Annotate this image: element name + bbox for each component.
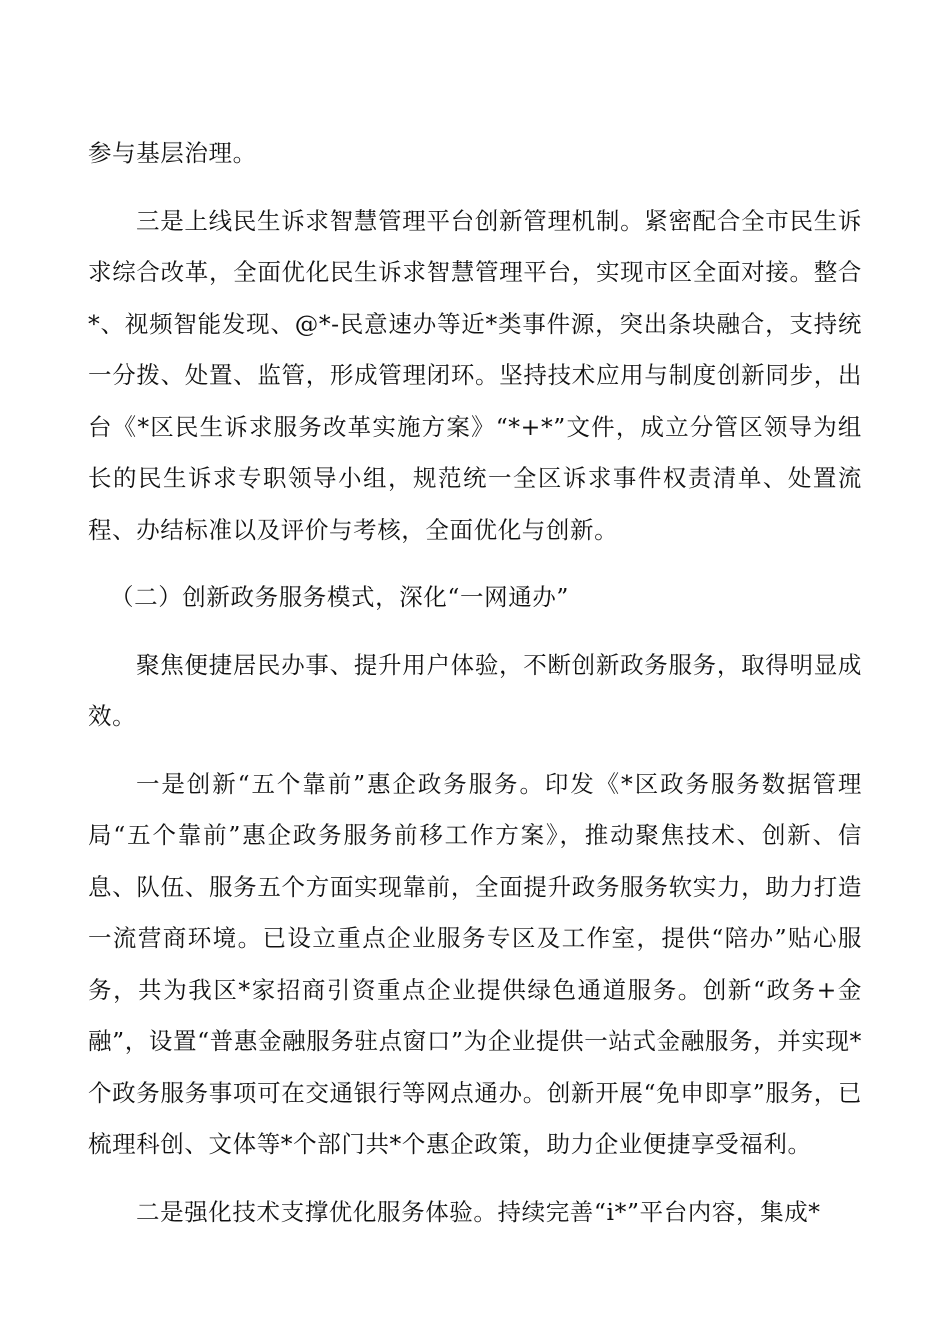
paragraph-complaint-platform: 三是上线民生诉求智慧管理平台创新管理机制。紧密配合全市民生诉求综合改革，全面优化民生诉求智慧管理平台，实现市区全面对接。整合*、视频智能发现、@*-民意速办等近*类事件源，突出条块融合，支持统一分拨、处置、监管，形成管理闭环。坚持技术应用与制度创新同步，出台《*区民生诉求服务改革实施方案》“*+*”文件，成立分管区领导为组长的民生诉求专职领导小组，规范统一全区诉求事件权责清单、处置流程、办结标准以及评价与考核，全面优化与创新。 <box>88 206 862 544</box>
document-page <box>88 128 862 1254</box>
paragraph-continuation: 参与基层治理。 <box>88 139 257 167</box>
paragraph-service-intro: 聚焦便捷居民办事、提升用户体验，不断创新政务服务，取得明显成效。 <box>88 650 862 730</box>
paragraph-five-forward-services: 一是创新“五个靠前”惠企政务服务。印发《*区政务服务数据管理局“五个靠前”惠企政务服务前移工作方案》，推动聚焦技术、创新、信息、队伍、服务五个方面实现靠前，全面提升政务服务软实力，助力打造一流营商环境。已设立重点企业服务专区及工作室，提供“陪办”贴心服务，共为我区*家招商引资重点企业提供绿色通道服务。创新“政务+金融”，设置“普惠金融服务驻点窗口”为企业提供一站式金融服务，并实现*个政务服务事项可在交通银行等网点通办。创新开展“免申即享”服务，已梳理科创、文体等*个部门共*个惠企政策，助力企业便捷享受福利。 <box>88 769 862 1158</box>
paragraph-technical-support: 二是强化技术支撑优化服务体验。持续完善“i*”平台内容，集成* <box>136 1197 821 1226</box>
section-heading-government-services: （二）创新政务服务模式，深化“一网通办” <box>110 583 570 611</box>
